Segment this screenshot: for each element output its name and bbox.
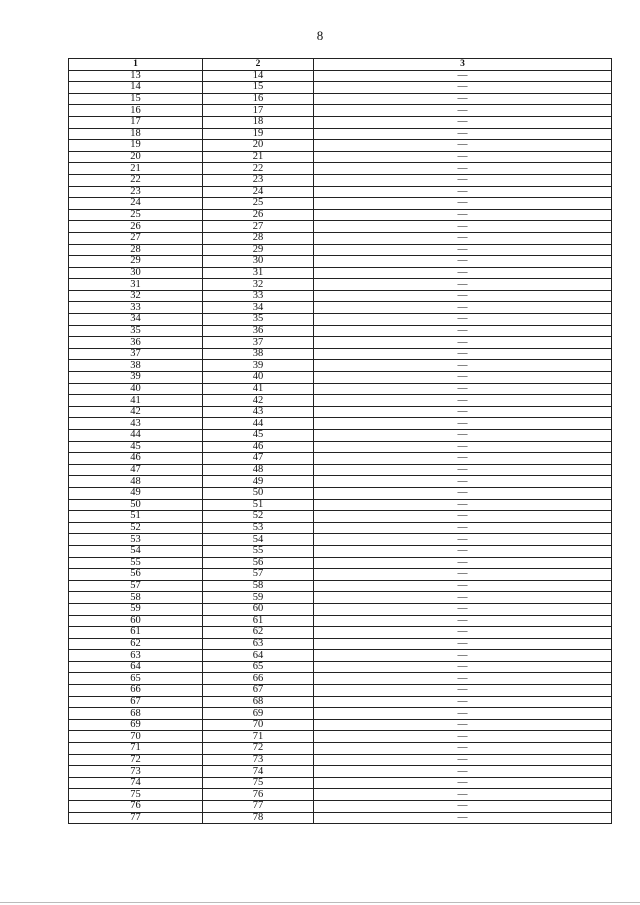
- table-cell-col-3: —: [314, 163, 612, 175]
- table-cell-col-3: —: [314, 244, 612, 256]
- table-cell-col-3: —: [314, 580, 612, 592]
- table-cell-col-3: —: [314, 128, 612, 140]
- table-cell-col-1: 30: [69, 267, 203, 279]
- table-cell-col-1: 53: [69, 534, 203, 546]
- table-row: [69, 82, 612, 94]
- table-cell-col-2: 71: [203, 731, 314, 743]
- table-cell-col-1: 59: [69, 603, 203, 615]
- table-row: [69, 337, 612, 349]
- table-row: [69, 499, 612, 511]
- table-cell-col-2: 45: [203, 430, 314, 442]
- table-cell-col-1: 39: [69, 372, 203, 384]
- table-row: [69, 244, 612, 256]
- table-cell-col-3: —: [314, 290, 612, 302]
- table-cell-col-3: —: [314, 789, 612, 801]
- table-cell-col-3: —: [314, 70, 612, 82]
- table-cell-col-2: 31: [203, 267, 314, 279]
- table-row: [69, 673, 612, 685]
- page-number: 8: [316, 28, 324, 43]
- table-cell-col-2: 34: [203, 302, 314, 314]
- table-cell-col-3: —: [314, 140, 612, 152]
- table-row: [69, 487, 612, 499]
- table-cell-col-2: 35: [203, 314, 314, 326]
- table-cell-col-2: 44: [203, 418, 314, 430]
- table-row: [69, 777, 612, 789]
- table-cell-col-2: 49: [203, 476, 314, 488]
- table-cell-col-1: 72: [69, 754, 203, 766]
- table-row: [69, 290, 612, 302]
- table-cell-col-1: 18: [69, 128, 203, 140]
- table-cell-col-1: 74: [69, 777, 203, 789]
- table-cell-col-2: 73: [203, 754, 314, 766]
- table-cell-col-1: 64: [69, 661, 203, 673]
- table-cell-col-3: —: [314, 348, 612, 360]
- table-cell-col-1: 19: [69, 140, 203, 152]
- table-cell-col-2: 55: [203, 545, 314, 557]
- table-cell-col-1: 54: [69, 545, 203, 557]
- table-cell-col-2: 25: [203, 198, 314, 210]
- table-row: [69, 418, 612, 430]
- table-cell-col-1: 22: [69, 174, 203, 186]
- table-cell-col-3: —: [314, 627, 612, 639]
- table-cell-col-2: 52: [203, 511, 314, 523]
- table-cell-col-3: —: [314, 256, 612, 268]
- table-cell-col-3: —: [314, 441, 612, 453]
- table-cell-col-1: 56: [69, 569, 203, 581]
- table-cell-col-1: 27: [69, 232, 203, 244]
- table-row: [69, 360, 612, 372]
- table-cell-col-1: 70: [69, 731, 203, 743]
- table-cell-col-1: 40: [69, 383, 203, 395]
- table-cell-col-2: 69: [203, 708, 314, 720]
- table-row: [69, 522, 612, 534]
- table-cell-col-2: 72: [203, 743, 314, 755]
- table-cell-col-3: —: [314, 360, 612, 372]
- table-cell-col-3: —: [314, 685, 612, 697]
- table-cell-col-2: 24: [203, 186, 314, 198]
- table-cell-col-2: 27: [203, 221, 314, 233]
- table-cell-col-1: 71: [69, 743, 203, 755]
- table-row: [69, 198, 612, 210]
- table-row: [69, 580, 612, 592]
- table-row: [69, 743, 612, 755]
- table-cell-col-3: —: [314, 511, 612, 523]
- table-row: [69, 592, 612, 604]
- table-row: [69, 209, 612, 221]
- table-row: [69, 430, 612, 442]
- table-row: [69, 627, 612, 639]
- table-cell-col-1: 24: [69, 198, 203, 210]
- table-cell-col-1: 38: [69, 360, 203, 372]
- table-cell-col-3: —: [314, 592, 612, 604]
- table-cell-col-2: 32: [203, 279, 314, 291]
- data-table: [68, 58, 612, 824]
- table-cell-col-2: 59: [203, 592, 314, 604]
- table-cell-col-2: 28: [203, 232, 314, 244]
- column-header-1: 1: [69, 59, 203, 71]
- table-cell-col-1: 76: [69, 801, 203, 813]
- table-row: [69, 325, 612, 337]
- table-cell-col-1: 21: [69, 163, 203, 175]
- table-cell-col-1: 62: [69, 638, 203, 650]
- table-row: [69, 557, 612, 569]
- table-cell-col-2: 23: [203, 174, 314, 186]
- table-cell-col-1: 66: [69, 685, 203, 697]
- table-row: [69, 511, 612, 523]
- table-cell-col-2: 57: [203, 569, 314, 581]
- table-row: [69, 163, 612, 175]
- table-cell-col-1: 34: [69, 314, 203, 326]
- table-cell-col-1: 17: [69, 116, 203, 128]
- table-cell-col-3: —: [314, 534, 612, 546]
- column-header-2: 2: [203, 59, 314, 71]
- table-cell-col-1: 33: [69, 302, 203, 314]
- table-cell-col-3: —: [314, 314, 612, 326]
- table-row: [69, 151, 612, 163]
- table-cell-col-1: 49: [69, 487, 203, 499]
- table-row: [69, 801, 612, 813]
- table-cell-col-2: 76: [203, 789, 314, 801]
- table-cell-col-2: 65: [203, 661, 314, 673]
- table-cell-col-1: 48: [69, 476, 203, 488]
- table-cell-col-3: —: [314, 232, 612, 244]
- table-cell-col-2: 43: [203, 406, 314, 418]
- table-cell-col-2: 56: [203, 557, 314, 569]
- table-cell-col-3: —: [314, 418, 612, 430]
- table-cell-col-1: 14: [69, 82, 203, 94]
- table-cell-col-1: 41: [69, 395, 203, 407]
- table-body: [69, 70, 612, 824]
- table-cell-col-2: 20: [203, 140, 314, 152]
- table-row: [69, 441, 612, 453]
- table-row: [69, 267, 612, 279]
- table-cell-col-2: 68: [203, 696, 314, 708]
- table-row: [69, 70, 612, 82]
- table-row: [69, 186, 612, 198]
- table-cell-col-2: 64: [203, 650, 314, 662]
- table-cell-col-1: 46: [69, 453, 203, 465]
- table-row: [69, 140, 612, 152]
- table-cell-col-1: 13: [69, 70, 203, 82]
- table-cell-col-3: —: [314, 93, 612, 105]
- table-cell-col-3: —: [314, 719, 612, 731]
- table-cell-col-3: —: [314, 487, 612, 499]
- table-cell-col-1: 69: [69, 719, 203, 731]
- table-cell-col-3: —: [314, 615, 612, 627]
- table-cell-col-3: —: [314, 302, 612, 314]
- table-cell-col-1: 35: [69, 325, 203, 337]
- column-header-3: 3: [314, 59, 612, 71]
- table-cell-col-3: —: [314, 372, 612, 384]
- table-cell-col-3: —: [314, 476, 612, 488]
- table-cell-col-2: 40: [203, 372, 314, 384]
- table-cell-col-3: —: [314, 569, 612, 581]
- table-cell-col-3: —: [314, 777, 612, 789]
- table-cell-col-1: 50: [69, 499, 203, 511]
- table-cell-col-2: 30: [203, 256, 314, 268]
- table-cell-col-3: —: [314, 522, 612, 534]
- table-cell-col-2: 74: [203, 766, 314, 778]
- table-cell-col-2: 61: [203, 615, 314, 627]
- table-cell-col-3: —: [314, 198, 612, 210]
- table-cell-col-2: 21: [203, 151, 314, 163]
- table-cell-col-1: 16: [69, 105, 203, 117]
- bottom-rule: [0, 902, 640, 903]
- table-cell-col-1: 43: [69, 418, 203, 430]
- table-cell-col-2: 50: [203, 487, 314, 499]
- table-cell-col-1: 60: [69, 615, 203, 627]
- table-row: [69, 116, 612, 128]
- table-cell-col-1: 26: [69, 221, 203, 233]
- table-cell-col-2: 62: [203, 627, 314, 639]
- table-row: [69, 638, 612, 650]
- table-row: [69, 279, 612, 291]
- table-row: [69, 731, 612, 743]
- table-cell-col-1: 20: [69, 151, 203, 163]
- table-row: [69, 545, 612, 557]
- table-cell-col-2: 47: [203, 453, 314, 465]
- table-cell-col-2: 19: [203, 128, 314, 140]
- table-row: [69, 372, 612, 384]
- table-cell-col-3: —: [314, 638, 612, 650]
- table-row: [69, 128, 612, 140]
- table-cell-col-3: —: [314, 801, 612, 813]
- table-row: [69, 383, 612, 395]
- table-cell-col-3: —: [314, 650, 612, 662]
- table-cell-col-3: —: [314, 430, 612, 442]
- table-cell-col-2: 58: [203, 580, 314, 592]
- table-cell-col-3: —: [314, 708, 612, 720]
- table-cell-col-3: —: [314, 499, 612, 511]
- table-cell-col-1: 67: [69, 696, 203, 708]
- table-cell-col-3: —: [314, 337, 612, 349]
- table-cell-col-2: 75: [203, 777, 314, 789]
- table-cell-col-1: 15: [69, 93, 203, 105]
- table-cell-col-2: 63: [203, 638, 314, 650]
- table-header-row: [69, 59, 612, 71]
- table-cell-col-2: 46: [203, 441, 314, 453]
- table-row: [69, 314, 612, 326]
- table-cell-col-2: 16: [203, 93, 314, 105]
- table-cell-col-3: —: [314, 464, 612, 476]
- table-cell-col-1: 44: [69, 430, 203, 442]
- table-cell-col-1: 58: [69, 592, 203, 604]
- table-cell-col-1: 52: [69, 522, 203, 534]
- table-cell-col-2: 26: [203, 209, 314, 221]
- table-cell-col-3: —: [314, 545, 612, 557]
- table-cell-col-3: —: [314, 383, 612, 395]
- table-cell-col-3: —: [314, 673, 612, 685]
- table-row: [69, 105, 612, 117]
- table-cell-col-3: —: [314, 731, 612, 743]
- table-cell-col-1: 68: [69, 708, 203, 720]
- table-cell-col-2: 22: [203, 163, 314, 175]
- table-cell-col-3: —: [314, 116, 612, 128]
- table-row: [69, 221, 612, 233]
- table-cell-col-2: 29: [203, 244, 314, 256]
- table-cell-col-2: 77: [203, 801, 314, 813]
- table-row: [69, 232, 612, 244]
- table-cell-col-1: 45: [69, 441, 203, 453]
- table-cell-col-3: —: [314, 406, 612, 418]
- table-cell-col-2: 33: [203, 290, 314, 302]
- table-row: [69, 476, 612, 488]
- table-row: [69, 603, 612, 615]
- table-cell-col-3: —: [314, 603, 612, 615]
- table-cell-col-2: 37: [203, 337, 314, 349]
- table-row: [69, 406, 612, 418]
- table-row: [69, 93, 612, 105]
- table-cell-col-3: —: [314, 174, 612, 186]
- table-cell-col-3: —: [314, 151, 612, 163]
- table-cell-col-3: —: [314, 221, 612, 233]
- table-cell-col-2: 54: [203, 534, 314, 546]
- table-cell-col-1: 61: [69, 627, 203, 639]
- table-cell-col-1: 28: [69, 244, 203, 256]
- table-cell-col-2: 15: [203, 82, 314, 94]
- table-cell-col-3: —: [314, 82, 612, 94]
- table-cell-col-1: 55: [69, 557, 203, 569]
- table-cell-col-2: 48: [203, 464, 314, 476]
- table-row: [69, 453, 612, 465]
- table-cell-col-2: 42: [203, 395, 314, 407]
- table-row: [69, 348, 612, 360]
- table-cell-col-2: 67: [203, 685, 314, 697]
- table-cell-col-2: 53: [203, 522, 314, 534]
- table-cell-col-3: —: [314, 105, 612, 117]
- table-cell-col-3: —: [314, 325, 612, 337]
- table-cell-col-1: 51: [69, 511, 203, 523]
- table-cell-col-2: 51: [203, 499, 314, 511]
- table-cell-col-3: —: [314, 661, 612, 673]
- table-cell-col-1: 32: [69, 290, 203, 302]
- table-row: [69, 766, 612, 778]
- table-row: [69, 464, 612, 476]
- table-row: [69, 696, 612, 708]
- table-cell-col-2: 78: [203, 812, 314, 824]
- table-cell-col-3: —: [314, 453, 612, 465]
- table-cell-col-3: —: [314, 279, 612, 291]
- table-cell-col-3: —: [314, 812, 612, 824]
- table-cell-col-1: 65: [69, 673, 203, 685]
- table-row: [69, 754, 612, 766]
- table-cell-col-1: 36: [69, 337, 203, 349]
- table-row: [69, 174, 612, 186]
- table-row: [69, 650, 612, 662]
- table-cell-col-1: 77: [69, 812, 203, 824]
- table-cell-col-3: —: [314, 696, 612, 708]
- table-cell-col-3: —: [314, 267, 612, 279]
- table-cell-col-1: 73: [69, 766, 203, 778]
- table-row: [69, 256, 612, 268]
- table-row: [69, 708, 612, 720]
- table-cell-col-2: 17: [203, 105, 314, 117]
- table-cell-col-3: —: [314, 754, 612, 766]
- table-row: [69, 661, 612, 673]
- table-row: [69, 395, 612, 407]
- table-cell-col-2: 66: [203, 673, 314, 685]
- table-cell-col-2: 41: [203, 383, 314, 395]
- table-cell-col-1: 25: [69, 209, 203, 221]
- table-cell-col-1: 37: [69, 348, 203, 360]
- table-cell-col-2: 38: [203, 348, 314, 360]
- table-cell-col-3: —: [314, 743, 612, 755]
- table-cell-col-3: —: [314, 209, 612, 221]
- table-cell-col-1: 29: [69, 256, 203, 268]
- table-cell-col-1: 63: [69, 650, 203, 662]
- table-cell-col-2: 18: [203, 116, 314, 128]
- table-cell-col-2: 70: [203, 719, 314, 731]
- table-cell-col-1: 23: [69, 186, 203, 198]
- table-cell-col-3: —: [314, 557, 612, 569]
- table-row: [69, 685, 612, 697]
- table-cell-col-2: 14: [203, 70, 314, 82]
- table-row: [69, 615, 612, 627]
- table-row: [69, 302, 612, 314]
- table-row: [69, 789, 612, 801]
- table-row: [69, 569, 612, 581]
- table-cell-col-2: 39: [203, 360, 314, 372]
- table-cell-col-3: —: [314, 186, 612, 198]
- table-cell-col-2: 60: [203, 603, 314, 615]
- table-row: [69, 812, 612, 824]
- table-cell-col-1: 57: [69, 580, 203, 592]
- table-row: [69, 719, 612, 731]
- table-cell-col-2: 36: [203, 325, 314, 337]
- table-cell-col-3: —: [314, 766, 612, 778]
- table-cell-col-1: 47: [69, 464, 203, 476]
- table-cell-col-1: 42: [69, 406, 203, 418]
- table-cell-col-1: 31: [69, 279, 203, 291]
- table-cell-col-1: 75: [69, 789, 203, 801]
- table-cell-col-3: —: [314, 395, 612, 407]
- table-row: [69, 534, 612, 546]
